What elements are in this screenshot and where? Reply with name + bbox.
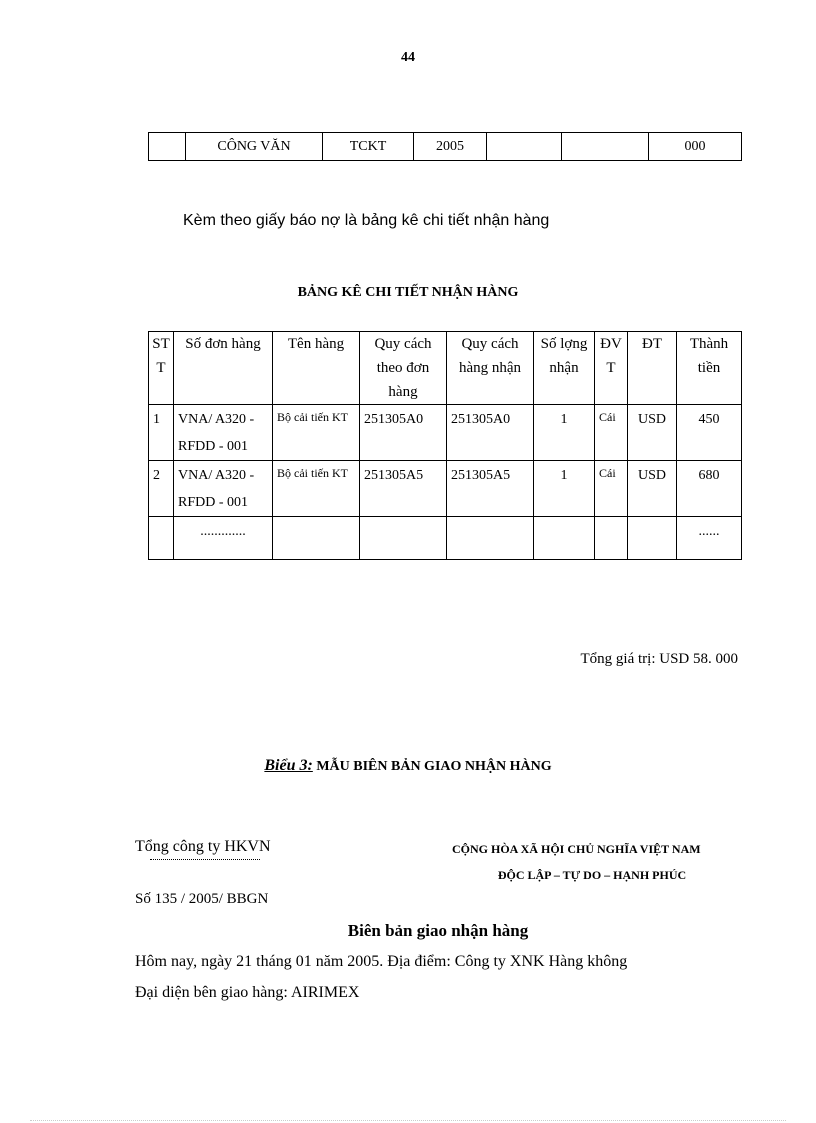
cell-currency: USD [628, 461, 677, 517]
header-qty: Số lợng nhận [534, 332, 595, 405]
cell-currency [628, 517, 677, 560]
cell-qty [534, 517, 595, 560]
cell-order-no: VNA/ A320 - RFDD - 001 [174, 461, 273, 517]
cell-item-name [273, 517, 360, 560]
header-currency: ĐT [628, 332, 677, 405]
document-number: Số 135 / 2005/ BBGN [135, 891, 269, 907]
cell-stt: 1 [149, 405, 174, 461]
intro-text: Kèm theo giấy báo nợ là bảng kê chi tiết nhận hàng [183, 212, 550, 229]
header-order-no: Số đơn hàng [174, 332, 273, 405]
continued-table-row [148, 132, 742, 161]
representative-line: Đại diện bên giao hàng: AIRIMEX [135, 984, 360, 1001]
table-cell: CÔNG VĂN [186, 133, 323, 161]
document-title: Biên bản giao nhận hàng [347, 921, 529, 940]
cell-item-name: Bộ cải tiến KT [273, 405, 360, 461]
table-cell [487, 133, 562, 161]
cell-unit: Cái [595, 461, 628, 517]
cell-qty: 1 [534, 461, 595, 517]
page-number: 44 [401, 50, 415, 65]
nation-motto: ĐỘC LẬP – TỰ DO – HẠNH PHÚC [497, 868, 687, 882]
footer-divider [30, 1120, 786, 1121]
cell-unit [595, 517, 628, 560]
form-title: MẪU BIÊN BẢN GIAO NHẬN HÀNG [316, 759, 552, 774]
cell-currency: USD [628, 405, 677, 461]
cell-amount: 680 [677, 461, 742, 517]
cell-spec-received [447, 517, 534, 560]
cell-stt [149, 517, 174, 560]
cell-amount: ...... [677, 517, 742, 560]
form-heading [0, 757, 816, 775]
nation-title: CỘNG HÒA XÃ HỘI CHỦ NGHĨA VIỆT NAM [452, 842, 701, 856]
table-cell: 2005 [414, 133, 487, 161]
date-location-line: Hôm nay, ngày 21 tháng 01 năm 2005. Địa điểm: Công ty XNK Hàng không [135, 953, 628, 970]
header-unit: ĐVT [595, 332, 628, 405]
table-row [149, 405, 742, 461]
table-cell: 000 [649, 133, 742, 161]
total-value: Tổng giá trị: USD 58. 000 [580, 651, 738, 667]
company-underline [150, 859, 260, 860]
header-spec-order: Quy cách theo đơn hàng [360, 332, 447, 405]
detail-table [148, 331, 742, 560]
cell-stt: 2 [149, 461, 174, 517]
header-spec-received: Quy cách hàng nhận [447, 332, 534, 405]
table-row [149, 133, 742, 161]
cell-spec-order: 251305A0 [360, 405, 447, 461]
cell-amount: 450 [677, 405, 742, 461]
form-label: Biểu 3: [264, 757, 313, 774]
cell-spec-received: 251305A5 [447, 461, 534, 517]
company-name: Tổng công ty HKVN [135, 838, 271, 855]
cell-spec-order [360, 517, 447, 560]
table-cell [562, 133, 649, 161]
cell-order-no: VNA/ A320 - RFDD - 001 [174, 405, 273, 461]
cell-unit: Cái [595, 405, 628, 461]
table-cell [149, 133, 186, 161]
cell-spec-order: 251305A5 [360, 461, 447, 517]
cell-item-name: Bộ cải tiến KT [273, 461, 360, 517]
table-row [149, 461, 742, 517]
table-row [149, 517, 742, 560]
detail-table-title: BẢNG KÊ CHI TIẾT NHẬN HÀNG [297, 285, 519, 300]
header-amount: Thành tiền [677, 332, 742, 405]
header-item-name: Tên hàng [273, 332, 360, 405]
header-stt: STT [149, 332, 174, 405]
table-cell: TCKT [323, 133, 414, 161]
cell-qty: 1 [534, 405, 595, 461]
header-row [149, 332, 742, 405]
cell-order-no: ............. [174, 517, 273, 560]
cell-spec-received: 251305A0 [447, 405, 534, 461]
